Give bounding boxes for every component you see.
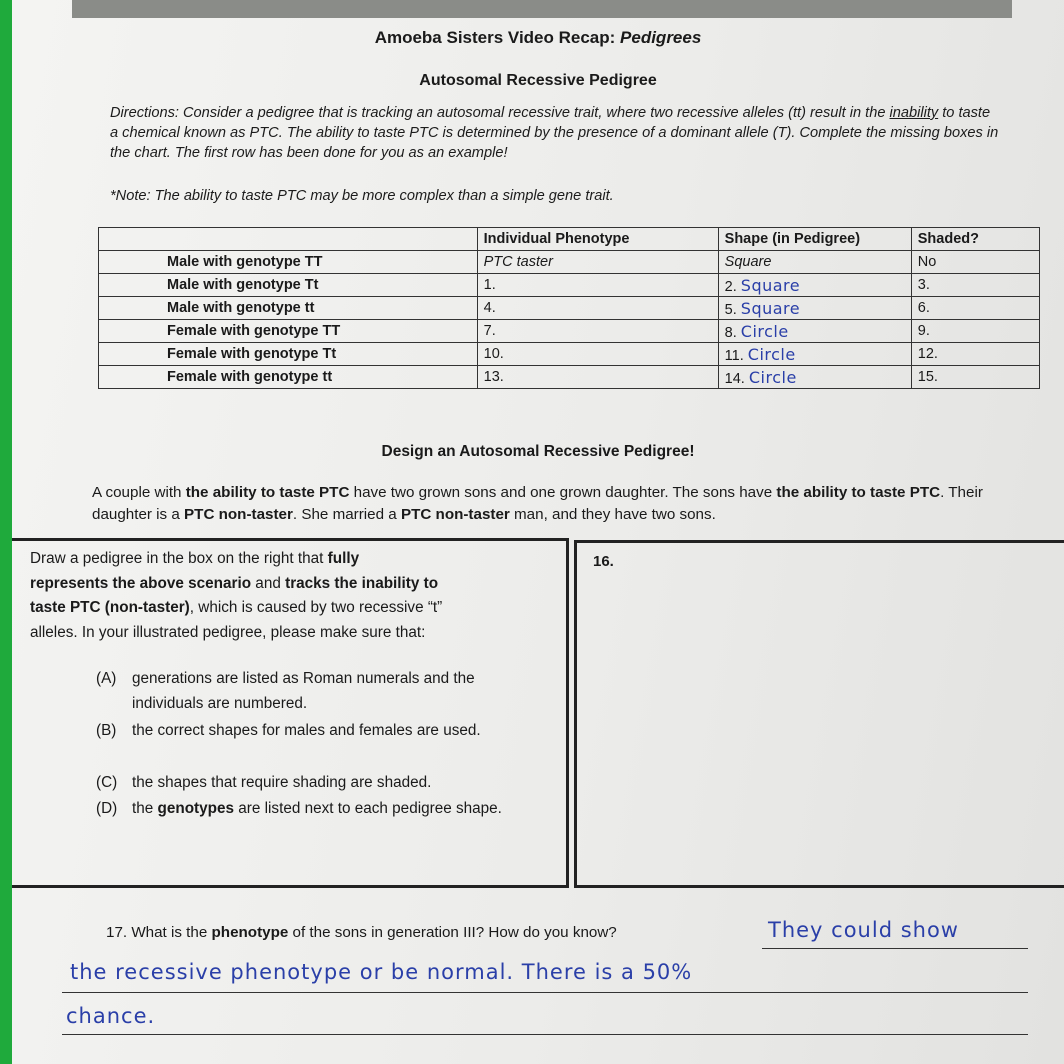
scan-edge (72, 0, 1012, 18)
page-title: Amoeba Sisters Video Recap: Pedigrees (374, 28, 702, 47)
answer-line (62, 1034, 1028, 1035)
box-number: 16. (593, 553, 614, 570)
directions-text: Directions: Consider a pedigree that is tracking an autosomal recessive trait, where two recessive alleles (tt) result in the inability to taste a chemical known as PTC. The ability to taste PTC is determined by the presence of a dominant allele (T). Complete the missing boxes in the chart. The first row has been done for you as an example! (110, 105, 999, 161)
table-row: Male with genotype tt 4. 5. Square 6. (99, 297, 1040, 320)
table-row: Female with genotype tt 13. 14. Circle 15. (99, 366, 1040, 389)
design-section-title: Design an Autosomal Recessive Pedigree! (381, 443, 695, 460)
section-title: Autosomal Recessive Pedigree (419, 72, 657, 89)
question-17: 17. What is the phenotype of the sons in generation III? How do you know? (106, 924, 617, 941)
scenario-text: A couple with the ability to taste PTC have two grown sons and one grown daughter. The sons have the ability to taste PTC. Their daughter is a PTC non-taster. She married a PTC non-taster man, and they have two sons. (92, 484, 983, 523)
table-header-row: Individual Phenotype Shape (in Pedigree) Shaded? (99, 228, 1040, 251)
handwritten-answer: Circle (740, 321, 789, 341)
table-row: Male with genotype TT PTC taster Square No (99, 251, 1040, 274)
instructions-box: Draw a pedigree in the box on the right that fully represents the above scenario and tracks the inability to taste PTC (non-taster), which is caused by two recessive “t” alleles. In your illustrated pedigree, please make sure that: (A) generations are listed as Roman numerals and the individuals are numbered. (B) the correct shapes for males and females are used. (C) the shapes that require shading are shaded. (D) the genotypes are listed next to each pedigree shape. (12, 538, 569, 888)
pedigree-drawing-box[interactable] (574, 540, 1064, 888)
handwritten-answer: Circle (747, 344, 796, 364)
handwritten-answer: Square (740, 275, 801, 295)
genotype-chart (98, 227, 1040, 389)
note-text: *Note: The ability to taste PTC may be more complex than a simple gene trait. (110, 188, 614, 204)
table-row: Female with genotype TT 7. 8. Circle 9. (99, 320, 1040, 343)
handwritten-answer[interactable]: They could show (768, 918, 959, 942)
instructions-text: Draw a pedigree in the box on the right that fully represents the above scenario and tracks the inability to taste PTC (non-taster), which is caused by two recessive “t” alleles. In your illustrated pedigree, please make sure that: (30, 550, 443, 641)
handwritten-answer[interactable]: chance. (66, 1004, 156, 1028)
answer-line (762, 948, 1028, 949)
answer-line (62, 992, 1028, 993)
worksheet-page (12, 0, 1064, 1064)
handwritten-answer: Square (740, 298, 801, 318)
handwritten-answer[interactable]: the recessive phenotype or be normal. There is a 50% (70, 960, 693, 984)
handwritten-answer: Circle (748, 367, 797, 387)
table-row: Male with genotype Tt 1. 2. Square 3. (99, 274, 1040, 297)
table-row: Female with genotype Tt 10. 11. Circle 12. (99, 343, 1040, 366)
